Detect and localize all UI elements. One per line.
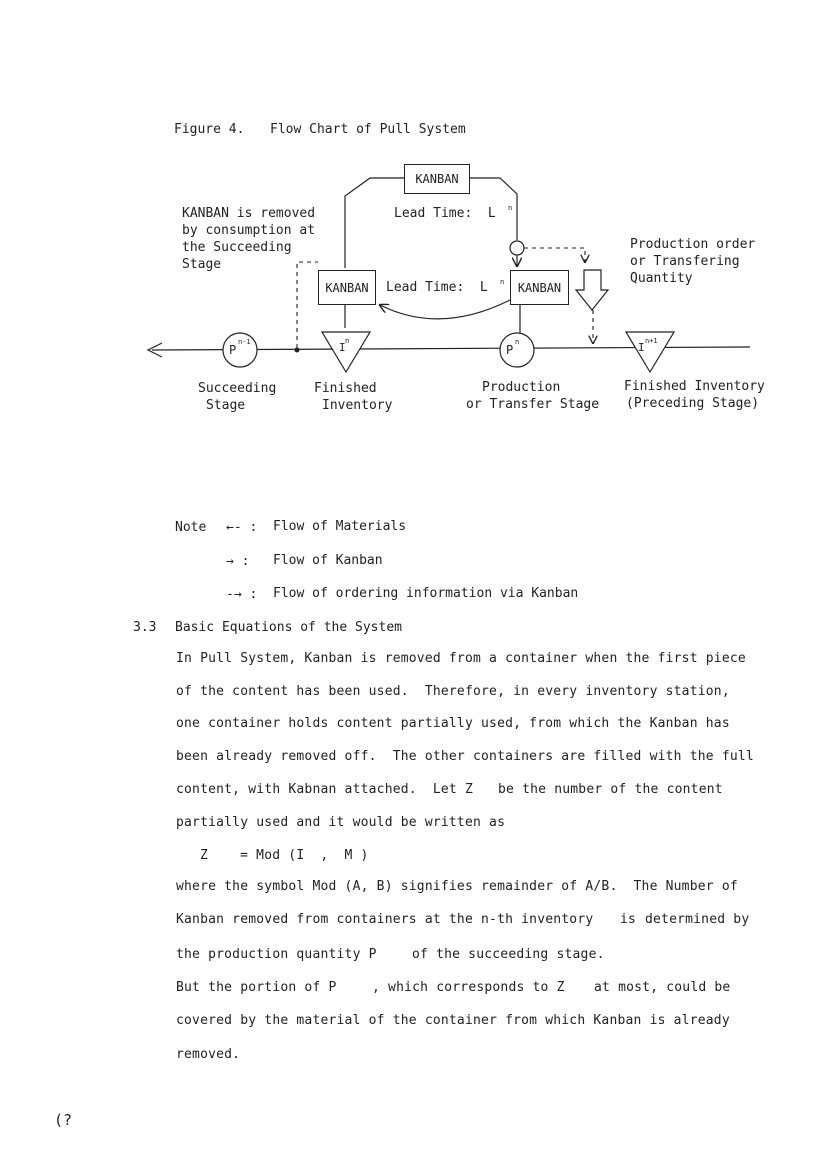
node-i-left: I	[339, 341, 346, 354]
para2-line3b: of the succeeding stage.	[412, 947, 605, 962]
production-stage-label-2: or Transfer Stage	[466, 397, 600, 412]
node-i-right: I	[638, 341, 645, 354]
legend-symbol-3: -→ :	[226, 587, 258, 602]
legend-symbol-2: → :	[226, 554, 250, 569]
para1-line5a: content, with Kabnan attached. Let Z	[176, 782, 473, 797]
section-number: 3.3	[133, 620, 157, 635]
legend-text-2: Flow of Kanban	[273, 553, 383, 568]
finished-inventory-label-1: Finished	[314, 381, 377, 396]
para2-line3a: the production quantity P	[176, 947, 377, 962]
para2-line2a: Kanban removed from containers at the n-th inventory	[176, 912, 594, 927]
kanban-box-right: KANBAN	[510, 270, 569, 305]
preceding-inventory-label-2: (Preceding Stage)	[626, 396, 760, 411]
succeeding-stage-label-2: Stage	[206, 398, 246, 413]
kanban-return-arrow	[380, 300, 510, 319]
para2-line4b: , which corresponds to Z	[372, 980, 565, 995]
para1-line3: one container holds content partially used, from which the Kanban has	[176, 716, 730, 731]
order-info-dashed-right	[524, 248, 585, 262]
node-p-left: P	[229, 343, 237, 357]
note-right-2: or Transfering	[630, 254, 740, 269]
para1-line2: of the content has been used. Therefore, in every inventory station,	[176, 684, 730, 699]
para2-line2b: determined by	[645, 912, 750, 927]
para2-line5: covered by the material of the container from which Kanban is already	[176, 1013, 730, 1028]
order-info-dashed-left	[297, 262, 318, 348]
para1-line4: been already removed off. The other containers are filled with the full	[176, 749, 754, 764]
note-left-3: the Succeeding	[182, 240, 292, 255]
kanban-box-left: KANBAN	[318, 270, 376, 305]
para2-line4c: at most, could be	[594, 980, 731, 995]
page-mark: (?	[54, 1111, 73, 1129]
para1-line6: partially used and it would be written as	[176, 815, 506, 830]
legend-symbol-1: ←- :	[226, 520, 258, 535]
note-left-1: KANBAN is removed	[182, 206, 316, 221]
note-right-1: Production order	[630, 237, 756, 252]
para1-line5b: be the number of the content	[490, 782, 723, 797]
para1-line1: In Pull System, Kanban is removed from a container when the first piece	[176, 651, 746, 666]
note-left-2: by consumption at	[182, 223, 316, 238]
production-stage-label-1: Production	[482, 380, 561, 395]
lead-time-mid: Lead Time: L	[386, 280, 488, 295]
lead-time-top: Lead Time: L	[394, 206, 496, 221]
legend-title: Note	[175, 520, 207, 535]
succeeding-stage-label-1: Succeeding	[198, 381, 277, 396]
para2-line6: removed.	[176, 1047, 241, 1062]
finished-inventory-label-2: Inventory	[322, 398, 393, 413]
node-p-mid: P	[506, 343, 514, 357]
handwritten-is: is	[620, 912, 637, 927]
equation: Z = Mod (I , M )	[200, 848, 369, 863]
legend-text-3: Flow of ordering information via Kanban	[273, 586, 579, 601]
production-order-arrow	[576, 270, 608, 310]
preceding-inventory-label-1: Finished Inventory	[624, 379, 765, 394]
para2-line4a: But the portion of P	[176, 980, 337, 995]
note-left-4: Stage	[182, 257, 222, 272]
para2-line1: where the symbol Mod (A, B) signifies remainder of A/B. The Number of	[176, 879, 738, 894]
kanban-post-circle	[510, 241, 524, 255]
figure-caption-label: Figure 4.	[174, 122, 245, 137]
section-title: Basic Equations of the System	[175, 620, 402, 635]
note-right-3: Quantity	[630, 271, 693, 286]
kanban-loop-left	[345, 178, 404, 268]
figure-caption-title: Flow Chart of Pull System	[270, 122, 466, 137]
kanban-box-top: KANBAN	[404, 164, 470, 194]
legend-text-1: Flow of Materials	[273, 519, 407, 534]
